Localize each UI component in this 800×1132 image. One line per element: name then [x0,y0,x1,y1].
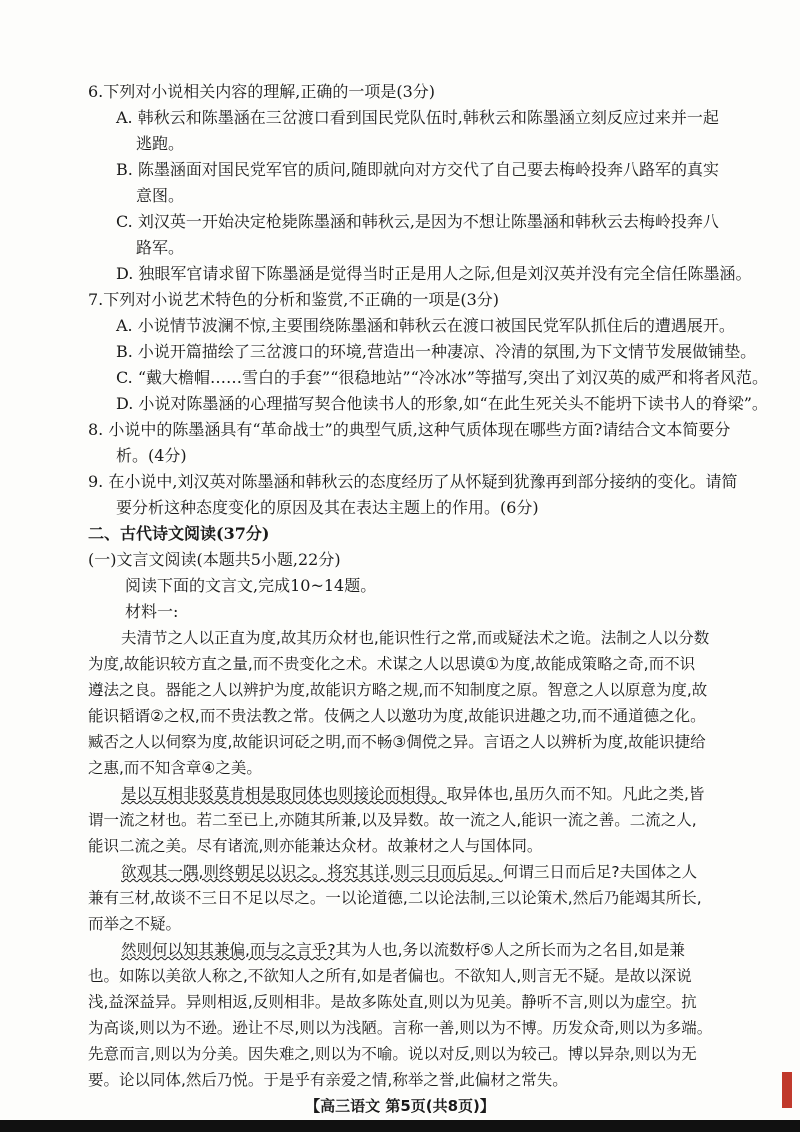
classical-line: 之惠,而不知含章④之美。 [88,759,262,777]
q6-option-c-cont: 路军。 [136,238,185,257]
edge-mark [782,1072,792,1108]
section-title: 二、古代诗文阅读(37分) [88,524,270,543]
subsection-title: (一)文言文阅读(本题共5小题,22分) [88,550,341,569]
material-label: 材料一: [125,602,179,621]
classical-text: 何谓三日而后足?夫国体之人 [502,863,698,881]
q6-option-a: A. 韩秋云和陈墨涵在三岔渡口看到国民党队伍时,韩秋云和陈墨涵立刻反应过来并一起 [116,108,719,127]
q7-option-b: B. 小说开篇描绘了三岔渡口的环境,营造出一种凄凉、冷清的氛围,为下文情节发展做铺垫。 [116,342,757,361]
classical-line [0,859,800,885]
classical-line: 而举之不疑。 [88,915,182,933]
q9-line-1: 9. 在小说中,刘汉英对陈墨涵和韩秋云的态度经历了从怀疑到犹豫再到部分接纳的变化。请简 [88,472,738,491]
q6-option-b-cont: 意图。 [136,186,185,205]
classical-line [0,937,800,963]
q7-option-d: D. 小说对陈墨涵的心理描写契合他读书人的形象,如“在此生死关头不能坍下读书人的脊梁”。 [116,394,768,413]
classical-line: 夫清节之人以正直为度,故其历众材也,能识性行之常,而或疑法术之诡。法制之人以分数 [121,629,710,647]
q6-option-b: B. 陈墨涵面对国民党军官的质问,随即就向对方交代了自己要去梅岭投奔八路军的真实 [116,160,720,179]
classical-line: 遵法之良。器能之人以辨护为度,故能识方略之规,而不知制度之原。智意之人以原意为度,故 [88,681,708,699]
q9-line-2: 要分析这种态度变化的原因及其在表达主题上的作用。(6分) [116,498,539,517]
classical-line: 为高谈,则以为不逊。逊让不尽,则以为浅陋。言称一善,则以为不博。历发众奇,则以为多端。 [88,1019,713,1037]
classical-line: 能识韬谞②之权,而不贵法教之常。伎俩之人以邀功为度,故能识进趣之功,而不通道德之化。 [88,707,706,725]
q6-option-a-cont: 逃跑。 [136,134,185,153]
classical-line: 要。论以同体,然后乃悦。于是乎有亲爱之情,称举之誉,此偏材之常失。 [88,1071,568,1089]
q6-option-c: C. 刘汉英一开始决定枪毙陈墨涵和韩秋云,是因为不想让陈墨涵和韩秋云去梅岭投奔八 [116,212,719,231]
classical-line: 为度,故能识较方直之量,而不贵变化之术。术谋之人以思谟①为度,故能成策略之奇,而不识 [88,655,696,673]
reading-instruction: 阅读下面的文言文,完成10~14题。 [125,576,377,595]
page-footer: 【高三语文 第5页(共8页)】 [305,1097,495,1115]
underlined-sentence: 欲观其一隅,则终朝足以识之。将究其详,则三日而后足。 [121,863,503,881]
q6-stem: 6.下列对小说相关内容的理解,正确的一项是(3分) [88,82,436,101]
classical-line: 也。如陈以美欲人称之,不欲知人之所有,如是者偏也。不欲知人,则言无不疑。是故以深说 [88,967,692,985]
underlined-sentence: 然则何以知其兼偏,而与之言乎? [121,941,336,959]
classical-line: 浅,益深益异。异则相返,反则相非。是故多陈处直,则以为见美。静听不言,则以为虚空。抗 [88,993,697,1011]
q7-stem: 7.下列对小说艺术特色的分析和鉴赏,不正确的一项是(3分) [88,290,500,309]
classical-line: 臧否之人以伺察为度,故能识诃砭之明,而不畅③倜傥之异。言语之人以辨析为度,故能识捷给 [88,733,706,751]
classical-line: 兼有三材,故谈不三日不足以尽之。一以论道德,二以论法制,三以论策术,然后乃能竭其所长, [88,889,702,907]
underlined-sentence: 是以互相非驳莫肯相是取同体也则接论而相得。 [121,785,447,803]
classical-line: 先意而言,则以为分美。因失难之,则以为不喻。说以对反,则以为较己。博以异杂,则以为无 [88,1045,697,1063]
q8-line-1: 8. 小说中的陈墨涵具有“革命战士”的典型气质,这种气质体现在哪些方面?请结合文本简要分 [88,420,731,439]
scan-bottom-edge [0,1120,800,1132]
classical-line: 能识二流之美。尽有诸流,则亦能兼达众材。故兼材之人与国体同。 [88,837,543,855]
classical-line: 谓一流之材也。若二至已上,亦随其所兼,以及异数。故一流之人,能识一流之善。二流之人, [88,811,697,829]
classical-text: 取异体也,虽历久而不知。凡此之类,皆 [446,785,705,803]
q6-option-d: D. 独眼军官请求留下陈墨涵是觉得当时正是用人之际,但是刘汉英并没有完全信任陈墨涵。 [116,264,752,283]
classical-line [0,781,800,807]
q7-option-c: C. “戴大檐帽……雪白的手套”“很稳地站”“冷冰冰”等描写,突出了刘汉英的威严和将者风范。 [116,368,769,387]
q8-line-2: 析。(4分) [116,446,187,465]
classical-text: 其为人也,务以流数杼⑤人之所长而为之名目,如是兼 [335,941,685,959]
q7-option-a: A. 小说情节波澜不惊,主要围绕陈墨涵和韩秋云在渡口被国民党军队抓住后的遭遇展开。 [116,316,735,335]
